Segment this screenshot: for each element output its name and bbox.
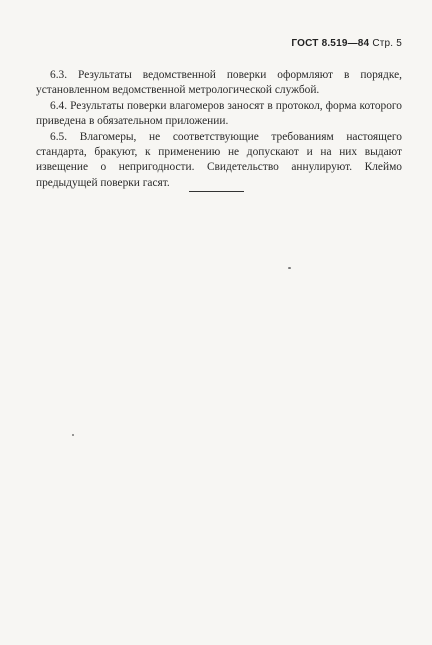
paragraph-6-5: 6.5. Влагомеры, не соответствующие требованиям настоящего стандарта, бракуют, к применению не допускают и на них выдают извещение о непригодности. Свидетельство аннулируют. Клеймо предыдущей поверки гасят.	[36, 130, 402, 189]
page-number: Стр. 5	[372, 38, 402, 49]
page-header	[291, 38, 402, 49]
scan-speck	[72, 434, 74, 436]
paragraph-6-3: 6.3. Результаты ведомственной поверки оформляют в порядке, установленном ведомственной метрологической службой.	[36, 69, 402, 97]
body-text	[36, 68, 402, 191]
standard-code: ГОСТ 8.519—84	[291, 38, 370, 49]
section-end-rule	[189, 191, 244, 192]
paragraph-6-4: 6.4. Результаты поверки влагомеров заносят в протокол, форма которого приведена в обязательном приложении.	[36, 99, 402, 128]
scan-speck	[288, 267, 291, 269]
